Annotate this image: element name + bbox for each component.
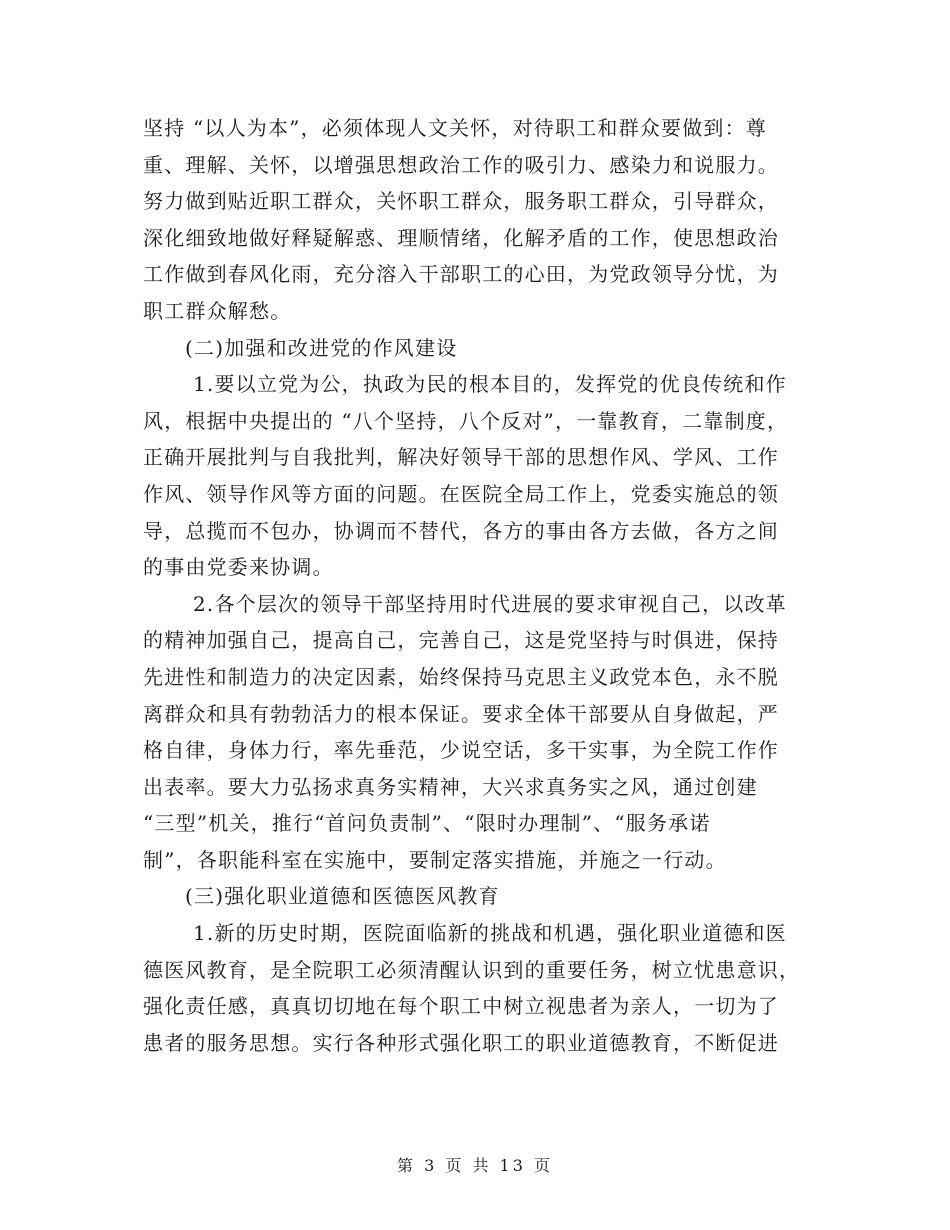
text-line: 导，总揽而不包办，协调而不替代，各方的事由各方去做，各方之间 [143, 518, 779, 543]
text-line: 正确开展批判与自我批判，解决好领导干部的思想作风、学风、工作 [143, 445, 779, 470]
text-line: 深化细致地做好释疑解惑、理顺情绪，化解矛盾的工作，使思想政治 [143, 225, 779, 250]
text-line: 先进性和制造力的决定因素，始终保持马克思主义政党本色，永不脱 [143, 664, 779, 689]
body-text [143, 110, 833, 1061]
text-line: 2.各个层次的领导干部坚持用时代进展的要求审视自己，以改革 [193, 591, 787, 616]
text-line: 坚持 “以人为本”，必须体现人文关怀，对待职工和群众要做到：尊 [143, 116, 768, 140]
text-line: 1.要以立党为公，执政为民的根本目的，发挥党的优良传统和作 [193, 372, 787, 397]
text-line: 1.新的历史时期，医院面临新的挑战和机遇，强化职业道德和医 [193, 921, 787, 946]
text-line: 患者的服务思想。实行各种形式强化职工的职业道德教育，不断促进 [143, 1030, 779, 1055]
section-heading: (三)强化职业道德和医德医风教育 [185, 884, 500, 909]
text-line: 强化责任感，真真切切地在每个职工中树立视患者为亲人，一切为了 [143, 994, 779, 1019]
text-line: 的事由党委来协调。 [143, 555, 334, 580]
page-number-footer: 第 3 页 共 13 页 [397, 1156, 553, 1175]
text-line: 的精神加强自己，提高自己，完善自己，这是党坚持与时俱进，保持 [143, 628, 779, 653]
text-line: 职工群众解愁。 [143, 298, 292, 323]
text-line: 重、理解、关怀，以增强思想政治工作的吸引力、感染力和说服力。 [143, 152, 779, 177]
section-heading: (二)加强和改进党的作风建设 [185, 335, 458, 360]
text-line: 格自律，身体力行，率先垂范，少说空话，多干实事，为全院工作作 [143, 738, 779, 763]
text-line: 工作做到春风化雨，充分溶入干部职工的心田，为党政领导分忧，为 [143, 262, 779, 287]
text-line: 德医风教育，是全院职工必须清醒认识到的重要任务，树立忧患意识， [143, 957, 801, 982]
text-line: 风，根据中央提出的 “八个坚持，八个反对”，一靠教育，二靠制度， [143, 408, 789, 433]
text-line: 作风、领导作风等方面的问题。在医院全局工作上，党委实施总的领 [143, 481, 779, 506]
text-line: “三型”机关，推行“首问负责制”、“限时办理制”、“服务承诺 [143, 811, 711, 836]
text-line: 离群众和具有勃勃活力的根本保证。要求全体干部要从自身做起，严 [143, 701, 779, 726]
text-line: 制”，各职能科室在实施中，要制定落实措施，并施之一行动。 [143, 847, 727, 872]
text-line: 努力做到贴近职工群众，关怀职工群众，服务职工群众，引导群众， [143, 189, 779, 214]
text-line: 出表率。要大力弘扬求真务实精神，大兴求真务实之风，通过创建 [143, 774, 758, 799]
